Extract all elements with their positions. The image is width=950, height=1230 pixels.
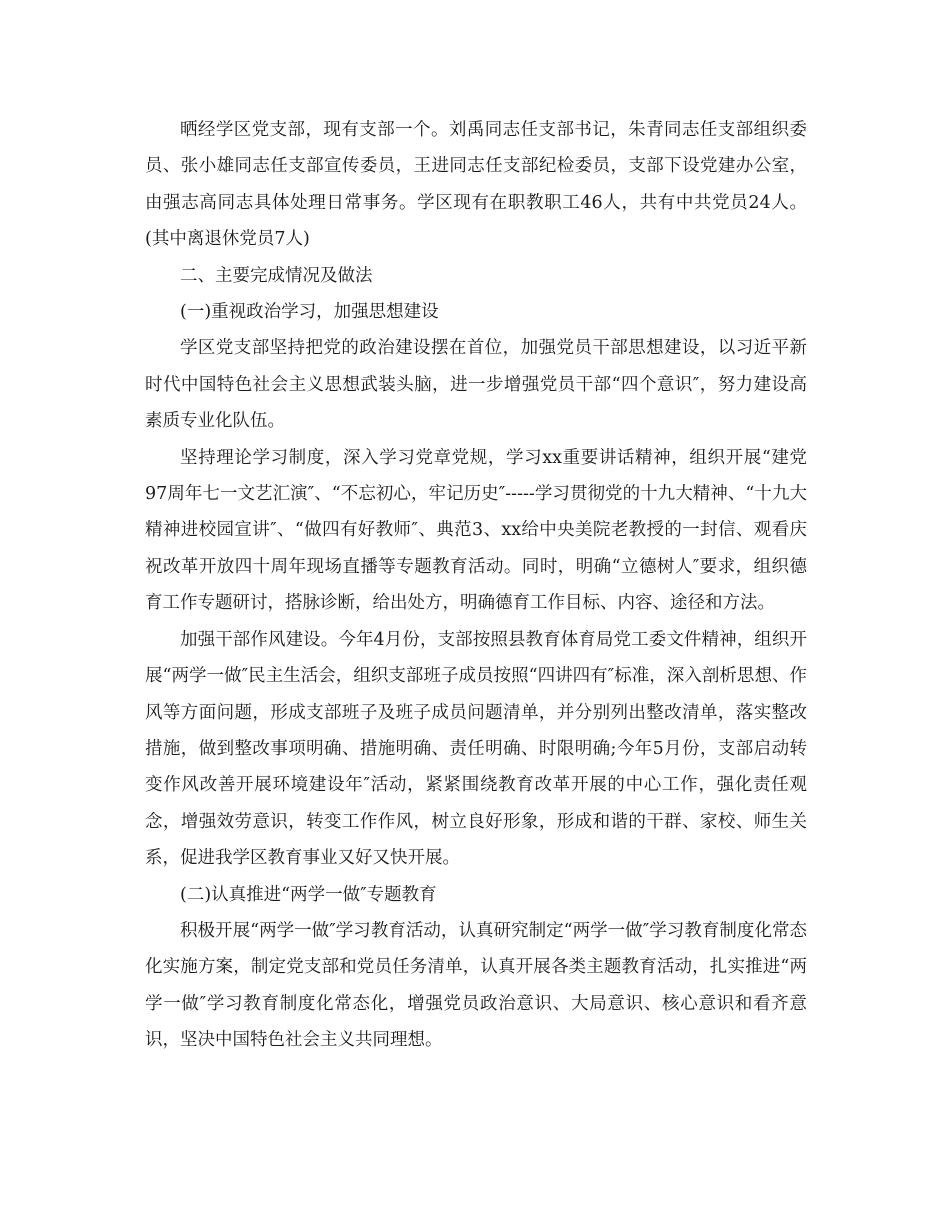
paragraph-branch-overview: 晒经学区党支部，现有支部一个。刘禹同志任支部书记，朱青同志任支部组织委员、张小雄同志任支部宣传委员，王进同志任支部纪检委员，支部下设党建办公室，由强志高同志具体处理日常事务。学区现有在职教职工46人，共有中共党员24人。(其中离退休党员7人) xyxy=(145,120,807,250)
document-body xyxy=(145,112,807,1059)
section-heading-main-work: 二、主要完成情况及做法 xyxy=(180,265,373,286)
subsection-heading-two-studies: (二)认真推进“两学一做″专题教育 xyxy=(180,884,437,905)
paragraph-theory-study: 坚持理论学习制度，深入学习党章党规，学习xx重要讲话精神，组织开展“建党97周年七一文艺汇演″、“不忘初心，牢记历史″-----学习贯彻党的十九大精神、“十九大精神进校园宣讲″、“做四有好教师″、典范3、xx给中央美院老教授的一封信、观看庆祝改革开放四十周年现场直播等专题教育活动。同时，明确“立德树人″要求，组织德育工作专题研讨，搭脉诊断，给出处方，明确德育工作目标、内容、途径和方法。 xyxy=(145,447,807,614)
paragraph-political-construction: 学区党支部坚持把党的政治建设摆在首位，加强党员干部思想建设，以习近平新时代中国特色社会主义思想武装头脑，进一步增强党员干部“四个意识″，努力建设高素质专业化队伍。 xyxy=(145,338,807,432)
paragraph-two-studies-activity: 积极开展“两学一做″学习教育活动，认真研究制定“两学一做″学习教育制度化常态化实施方案，制定党支部和党员任务清单，认真开展各类主题教育活动，扎实推进“两学一做″学习教育制度化常态化，增强党员政治意识、大局意识、核心意识和看齐意识，坚决中国特色社会主义共同理想。 xyxy=(145,920,807,1051)
paragraph-work-style: 加强干部作风建设。今年4月份，支部按照县教育体育局党工委文件精神，组织开展“两学一做″民主生活会，组织支部班子成员按照“四讲四有″标准，深入剖析思想、作风等方面问题，形成支部班子及班子成员问题清单，并分别列出整改清单，落实整改措施，做到整改事项明确、措施明确、责任明确、时限明确;今年5月份，支部启动转变作风改善开展环境建设年″活动，紧紧围绕教育改革开展的中心工作，强化责任观念，增强效劳意识，转变工作作风，树立良好形象，形成和谐的干群、家校、师生关系，促进我学区教育事业又好又快开展。 xyxy=(145,629,807,869)
subsection-heading-political-study: (一)重视政治学习，加强思想建设 xyxy=(180,302,439,323)
